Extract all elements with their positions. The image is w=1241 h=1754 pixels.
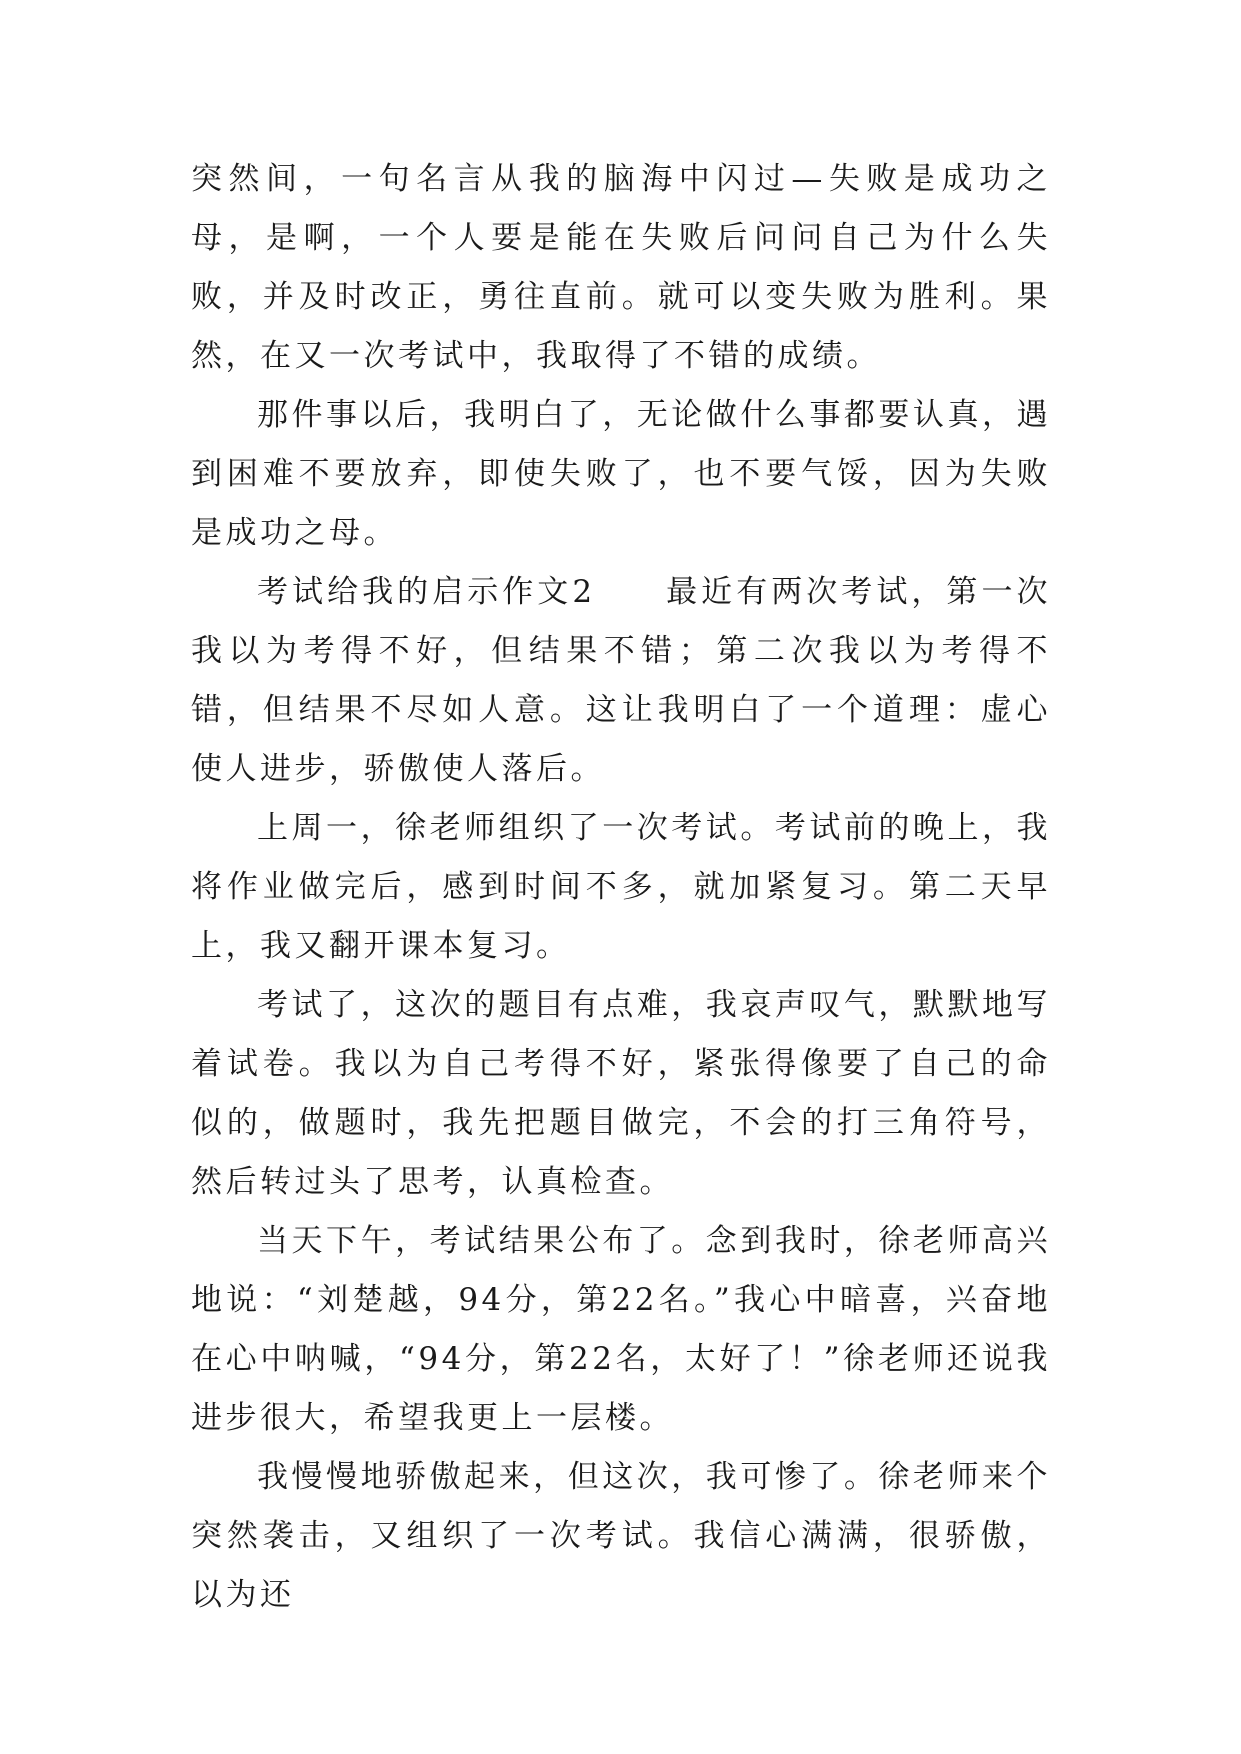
paragraph-1: 突然间，一句名言从我的脑海中闪过—失败是成功之母，是啊，一个人要是能在失败后问问自己为什么失败，并及时改正，勇往直前。就可以变失败为胜利。果然，在又一次考试中，我取得了不错的成绩。 xyxy=(191,161,1051,374)
paragraph-3-text: 最近有两次考试，第一次我以为考得不好，但结果不错；第二次我以为考得不错，但结果不尽如人意。这让我明白了一个道理：虚心使人进步，骄傲使人落后。 xyxy=(191,574,1051,787)
document-body xyxy=(191,150,1051,1625)
paragraph-4: 上周一，徐老师组织了一次考试。考试前的晚上，我将作业做完后，感到时间不多，就加紧复习。第二天早上，我又翻开课本复习。 xyxy=(191,810,1051,964)
essay-title: 考试给我的启示作文2 xyxy=(257,574,596,610)
paragraph-7: 我慢慢地骄傲起来，但这次，我可惨了。徐老师来个突然袭击，又组织了一次考试。我信心满满，很骄傲，以为还 xyxy=(191,1459,1051,1613)
paragraph-5: 考试了，这次的题目有点难，我哀声叹气，默默地写着试卷。我以为自己考得不好，紧张得像要了自己的命似的，做题时，我先把题目做完，不会的打三角符号，然后转过头了思考，认真检查。 xyxy=(191,987,1051,1200)
paragraph-2: 那件事以后，我明白了，无论做什么事都要认真，遇到困难不要放弃，即使失败了，也不要气馁，因为失败是成功之母。 xyxy=(191,397,1051,551)
paragraph-6: 当天下午，考试结果公布了。念到我时，徐老师高兴地说：“刘楚越，94分，第22名。”我心中暗喜，兴奋地在心中呐喊，“94分，第22名，太好了！”徐老师还说我进步很大，希望我更上一层楼。 xyxy=(191,1223,1051,1436)
paragraph-3 xyxy=(191,563,1051,799)
